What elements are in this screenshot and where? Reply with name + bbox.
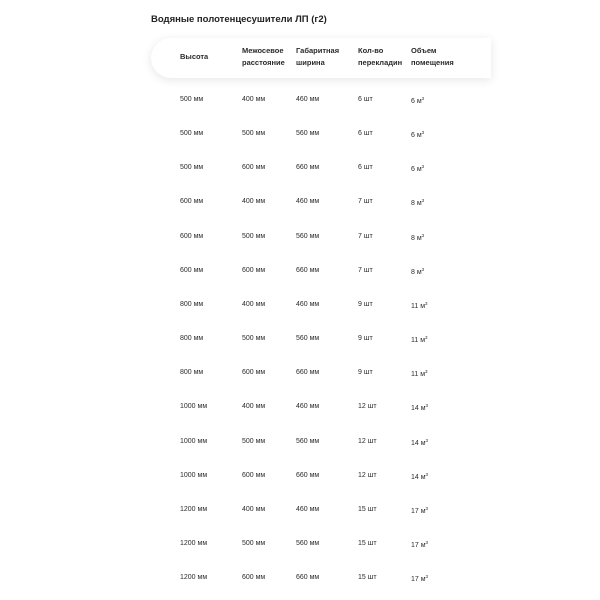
cell-center-distance-text: 500 мм	[242, 130, 266, 138]
cell-center-distance-text: 600 мм	[242, 369, 266, 377]
cubic-superscript: 3	[425, 300, 428, 306]
cell-center-distance-text: 400 мм	[242, 198, 266, 206]
cell-overall-width	[296, 130, 319, 137]
cell-overall-width	[296, 198, 319, 205]
cell-bar-count-text: 7 шт	[358, 266, 373, 274]
cell-room-volume	[411, 335, 428, 344]
cubic-superscript: 3	[425, 369, 428, 375]
cell-overall-width	[296, 233, 319, 240]
cell-overall-width-text: 460 мм	[296, 505, 320, 513]
cell-height-text: 500 мм	[180, 96, 204, 103]
cell-height-text: 1200 мм	[180, 574, 208, 582]
cell-height	[180, 472, 207, 479]
cell-room-volume-text: 14 м	[411, 473, 426, 481]
table-row	[0, 574, 600, 588]
cubic-superscript: 3	[425, 437, 429, 443]
cell-height-text: 800 мм	[180, 300, 204, 308]
cubic-superscript: 3	[425, 539, 429, 545]
cell-bar-count-text: 9 шт	[358, 369, 373, 377]
cell-bar-count	[358, 403, 377, 410]
cell-height	[180, 96, 203, 103]
cell-overall-width-text: 560 мм	[296, 539, 320, 547]
cell-overall-width-text: 660 мм	[296, 164, 320, 172]
cell-overall-width	[296, 540, 319, 547]
cell-room-volume-text: 6 м	[411, 166, 422, 174]
cell-bar-count-text: 12 шт	[358, 437, 377, 445]
cell-height-text: 1000 мм	[180, 471, 208, 479]
cubic-superscript: 3	[421, 130, 425, 136]
cell-center-distance-text: 400 мм	[242, 96, 266, 103]
cell-height	[180, 130, 203, 137]
table-title: Водяные полотенцесушители ЛП (г2)	[151, 14, 327, 25]
cell-overall-width-text: 560 мм	[296, 232, 320, 240]
cell-height	[180, 335, 203, 342]
cell-bar-count	[358, 506, 377, 513]
cell-bar-count-text: 6 шт	[358, 164, 373, 172]
cell-center-distance	[242, 130, 265, 137]
cell-height-text: 600 мм	[180, 232, 204, 240]
cell-overall-width-text: 660 мм	[296, 369, 320, 377]
table-row	[0, 198, 600, 212]
header-overall-width-line2: ширина	[296, 58, 325, 67]
cell-overall-width-text: 460 мм	[296, 403, 320, 411]
cell-overall-width-text: 660 мм	[296, 266, 320, 274]
header-center-distance-line2: расстояние	[242, 58, 285, 67]
cubic-superscript: 3	[421, 164, 425, 170]
cell-bar-count-text: 9 шт	[358, 300, 373, 308]
cell-room-volume-text: 8 м	[411, 234, 422, 242]
cell-bar-count-text: 12 шт	[358, 471, 377, 479]
cubic-superscript: 3	[425, 335, 428, 341]
cell-overall-width	[296, 164, 319, 171]
cubic-superscript: 3	[421, 266, 425, 272]
cell-bar-count-text: 15 шт	[358, 505, 377, 513]
cell-overall-width-text: 660 мм	[296, 471, 320, 479]
cell-overall-width	[296, 301, 319, 308]
cell-height-text: 600 мм	[180, 198, 204, 206]
table-row	[0, 96, 600, 110]
cell-center-distance	[242, 233, 265, 240]
cell-bar-count	[358, 198, 373, 205]
cell-bar-count	[358, 301, 373, 308]
table-row	[0, 301, 600, 315]
cell-room-volume	[411, 369, 428, 378]
cell-overall-width	[296, 574, 319, 581]
cell-room-volume-text: 6 м	[411, 132, 422, 140]
cell-center-distance	[242, 438, 265, 445]
cell-room-volume	[411, 438, 428, 447]
cell-overall-width	[296, 369, 319, 376]
cell-bar-count	[358, 369, 373, 376]
cell-height	[180, 164, 203, 171]
cell-center-distance	[242, 574, 265, 581]
cell-center-distance	[242, 301, 265, 308]
cell-height-text: 800 мм	[180, 335, 204, 343]
cell-overall-width	[296, 267, 319, 274]
cubic-superscript: 3	[425, 471, 429, 477]
header-room-volume-line1: Объем	[411, 46, 437, 55]
header-overall-width-line1: Габаритная	[296, 46, 340, 55]
cell-room-volume-text: 8 м	[411, 200, 422, 208]
cell-overall-width-text: 560 мм	[296, 437, 320, 445]
header-bar-count-line2: перекладин	[358, 58, 403, 67]
cell-height-text: 1000 мм	[180, 437, 208, 445]
cell-room-volume	[411, 267, 424, 276]
cubic-superscript: 3	[421, 198, 425, 204]
cell-bar-count-text: 9 шт	[358, 335, 373, 343]
cell-bar-count-text: 15 шт	[358, 539, 377, 547]
cell-center-distance	[242, 369, 265, 376]
cell-height-text: 500 мм	[180, 164, 204, 172]
cell-center-distance-text: 500 мм	[242, 335, 266, 343]
cell-height	[180, 301, 203, 308]
cell-center-distance	[242, 506, 265, 513]
cubic-superscript: 3	[425, 574, 429, 580]
table-row	[0, 233, 600, 247]
cell-center-distance-text: 500 мм	[242, 437, 266, 445]
header-height	[180, 51, 208, 63]
cell-overall-width-text: 460 мм	[296, 300, 320, 308]
cell-room-volume	[411, 233, 424, 242]
cell-room-volume-text: 14 м	[411, 405, 426, 413]
cell-bar-count	[358, 335, 373, 342]
cell-height	[180, 403, 207, 410]
header-overall-width	[296, 45, 339, 69]
cell-bar-count	[358, 233, 373, 240]
cell-room-volume	[411, 506, 428, 515]
cell-room-volume	[411, 540, 428, 549]
cell-bar-count	[358, 96, 373, 103]
header-room-volume	[411, 45, 454, 69]
cell-bar-count-text: 7 шт	[358, 232, 373, 240]
cubic-superscript: 3	[421, 96, 425, 101]
cell-room-volume	[411, 164, 424, 173]
cell-room-volume-text: 11 м	[411, 302, 426, 310]
cell-room-volume-text: 6 м	[411, 98, 422, 105]
cell-center-distance-text: 600 мм	[242, 266, 266, 274]
cell-bar-count	[358, 130, 373, 137]
cell-bar-count	[358, 540, 377, 547]
header-room-volume-line2: помещения	[411, 58, 454, 67]
cell-center-distance	[242, 164, 265, 171]
cubic-superscript: 3	[421, 232, 425, 238]
table-row	[0, 506, 600, 520]
cell-bar-count-text: 6 шт	[358, 96, 373, 103]
cell-overall-width-text: 560 мм	[296, 335, 320, 343]
cell-overall-width	[296, 472, 319, 479]
table-row	[0, 267, 600, 281]
cell-height-text: 1200 мм	[180, 539, 208, 547]
cell-center-distance	[242, 540, 265, 547]
cell-height	[180, 438, 207, 445]
cell-height	[180, 267, 203, 274]
cell-center-distance-text: 400 мм	[242, 403, 266, 411]
table-row	[0, 130, 600, 144]
cell-room-volume-text: 11 м	[411, 337, 426, 345]
header-center-distance	[242, 45, 285, 69]
cell-overall-width	[296, 403, 319, 410]
table-row	[0, 335, 600, 349]
table-row	[0, 472, 600, 486]
cell-center-distance	[242, 198, 265, 205]
cell-overall-width	[296, 438, 319, 445]
cell-room-volume	[411, 198, 424, 207]
table-row	[0, 369, 600, 383]
cell-overall-width	[296, 335, 319, 342]
cell-overall-width-text: 660 мм	[296, 574, 320, 582]
cell-room-volume-text: 17 м	[411, 541, 426, 549]
cell-center-distance-text: 600 мм	[242, 574, 266, 582]
cell-height-text: 600 мм	[180, 266, 204, 274]
cell-height	[180, 369, 203, 376]
cell-overall-width-text: 560 мм	[296, 130, 320, 138]
cubic-superscript: 3	[425, 403, 429, 409]
cell-room-volume	[411, 130, 424, 139]
cell-height-text: 500 мм	[180, 130, 204, 138]
table-row	[0, 438, 600, 452]
cell-height	[180, 198, 203, 205]
cell-height	[180, 540, 207, 547]
cell-overall-width-text: 460 мм	[296, 198, 320, 206]
cell-room-volume	[411, 472, 428, 481]
cell-bar-count	[358, 438, 377, 445]
cell-center-distance	[242, 335, 265, 342]
cell-bar-count	[358, 164, 373, 171]
cell-room-volume	[411, 96, 424, 105]
cell-bar-count-text: 12 шт	[358, 403, 377, 411]
cell-center-distance	[242, 403, 265, 410]
cell-height	[180, 233, 203, 240]
cell-height	[180, 506, 207, 513]
cell-center-distance-text: 400 мм	[242, 505, 266, 513]
cell-room-volume-text: 14 м	[411, 439, 426, 447]
header-bar-count-line1: Кол-во	[358, 46, 384, 55]
cell-bar-count	[358, 574, 377, 581]
cell-bar-count-text: 15 шт	[358, 574, 377, 582]
table-row	[0, 540, 600, 554]
cell-room-volume-text: 11 м	[411, 371, 426, 379]
cell-overall-width	[296, 506, 319, 513]
cell-height	[180, 574, 207, 581]
cell-center-distance-text: 600 мм	[242, 164, 266, 172]
cell-height-text: 800 мм	[180, 369, 204, 377]
cell-room-volume	[411, 301, 428, 310]
cell-center-distance-text: 600 мм	[242, 471, 266, 479]
cubic-superscript: 3	[425, 505, 429, 511]
table-row	[0, 164, 600, 178]
header-bar-count	[358, 45, 402, 69]
cell-bar-count	[358, 472, 377, 479]
cell-overall-width-text: 460 мм	[296, 96, 320, 103]
cell-bar-count-text: 6 шт	[358, 130, 373, 138]
cell-center-distance	[242, 267, 265, 274]
table-row	[0, 403, 600, 417]
cell-bar-count	[358, 267, 373, 274]
cell-room-volume-text: 17 м	[411, 507, 426, 515]
header-height-label: Высота	[180, 52, 209, 61]
header-center-distance-line1: Межосевое	[242, 46, 284, 55]
cell-overall-width	[296, 96, 319, 103]
cell-height-text: 1200 мм	[180, 505, 208, 513]
cell-center-distance	[242, 472, 265, 479]
cell-center-distance-text: 400 мм	[242, 300, 266, 308]
cell-height-text: 1000 мм	[180, 403, 208, 411]
cell-room-volume	[411, 403, 428, 412]
cell-room-volume	[411, 574, 428, 583]
cell-room-volume-text: 8 м	[411, 268, 422, 276]
cell-center-distance-text: 500 мм	[242, 539, 266, 547]
cell-room-volume-text: 17 м	[411, 576, 426, 584]
cell-bar-count-text: 7 шт	[358, 198, 373, 206]
cell-center-distance	[242, 96, 265, 103]
cell-center-distance-text: 500 мм	[242, 232, 266, 240]
